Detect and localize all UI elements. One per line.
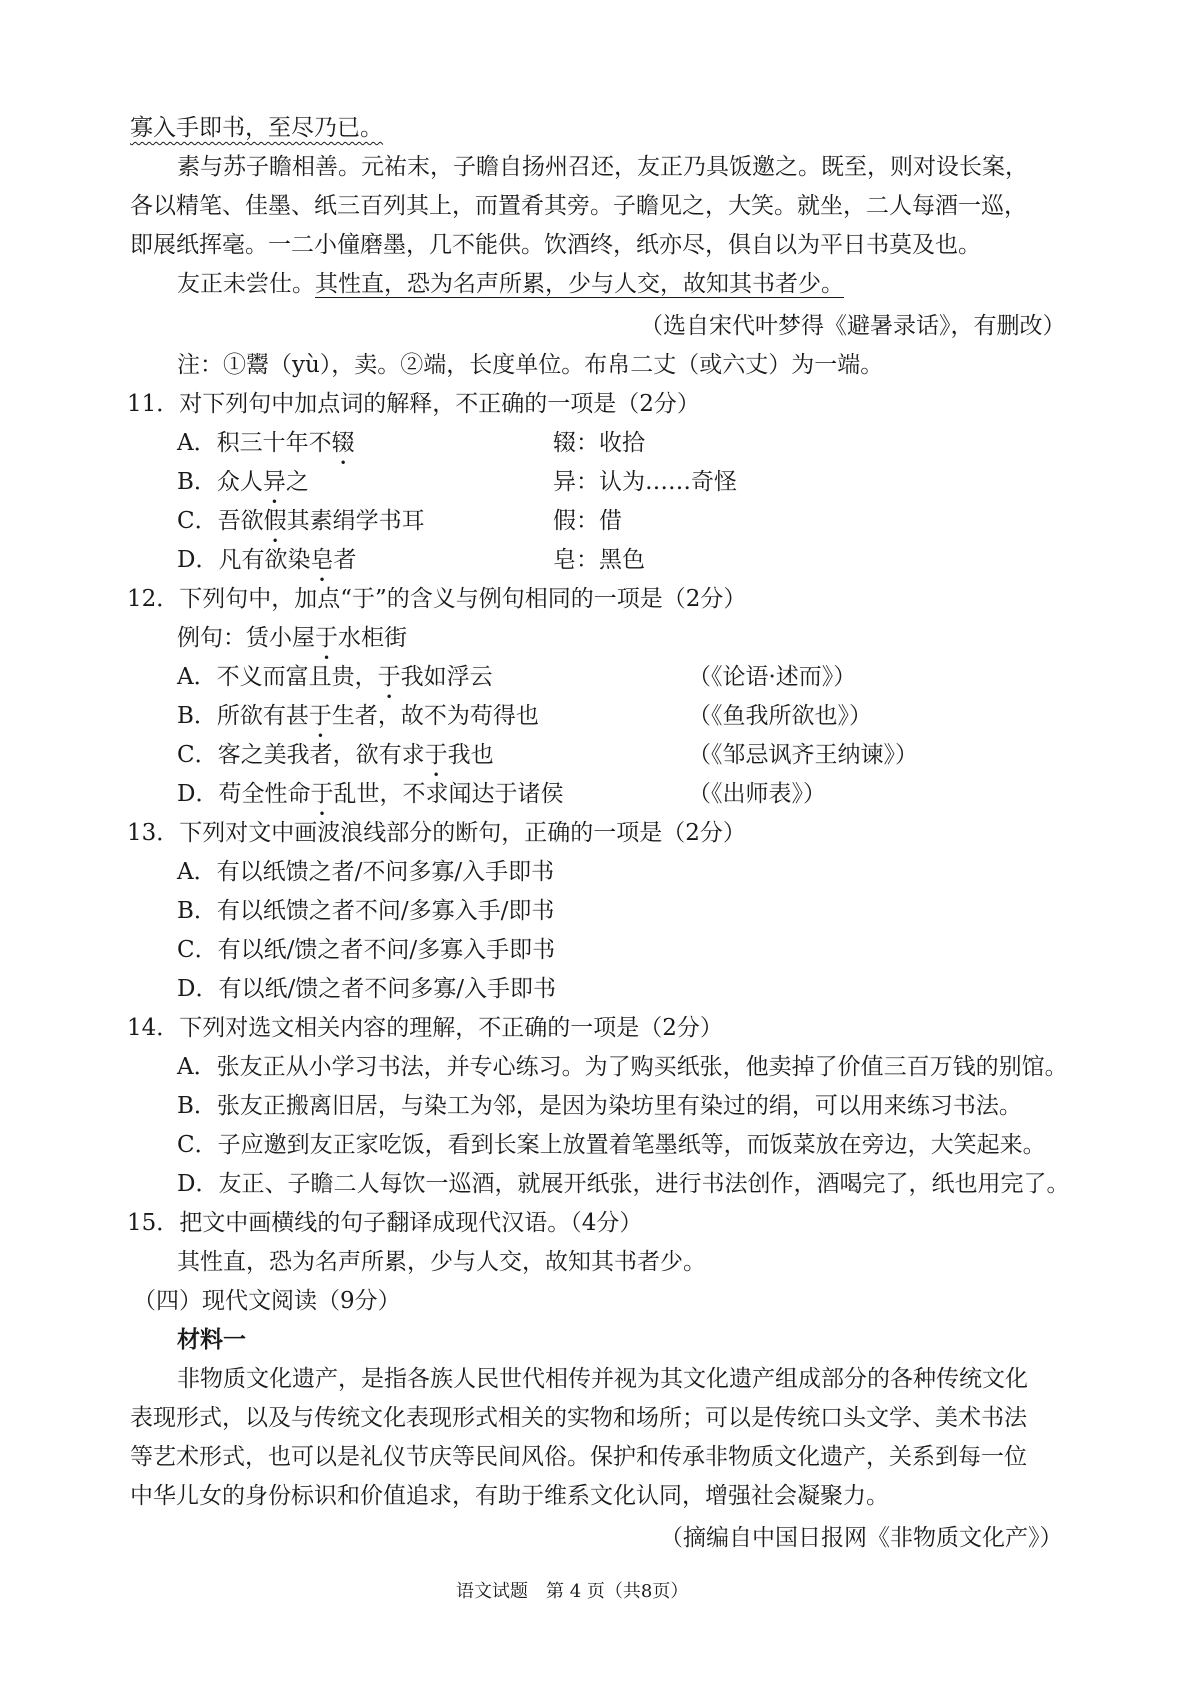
question-15-stem: 15．把文中画横线的句子翻译成现代汉语。（4分） — [127, 1210, 643, 1236]
question-14-option-a: A．张友正从小学习书法，并专心练习。为了购买纸张，他卖掉了价值三百万钱的别馆。 — [177, 1054, 1068, 1080]
option-text: 我也 — [447, 742, 494, 768]
dotted-word: 异 — [262, 469, 286, 495]
question-11-explain-a: 辍：收拾 — [553, 430, 645, 456]
dotted-word: 于 — [315, 625, 338, 651]
question-11-option-a — [177, 427, 355, 470]
passage-line: 即展纸挥毫。一二小僮磨墨，几不能供。饮酒终，纸亦尽，俱自以为平日书莫及也。 — [130, 232, 981, 258]
question-11-explain-c: 假：借 — [553, 508, 622, 534]
question-13-option-c: C．有以纸/馈之者不问/多寡入手即书 — [177, 937, 556, 963]
passage-text: 友正未尝仕。 — [177, 271, 315, 297]
question-14-option-d: D．友正、子瞻二人每饮一巡酒，就展开纸张，进行书法创作，酒喝完了，纸也用完了。 — [177, 1171, 1070, 1197]
question-11-option-d — [177, 544, 356, 587]
question-12-stem: 12．下列句中，加点“于”的含义与例句相同的一项是（2分） — [127, 586, 747, 612]
option-text: 我如浮云 — [400, 664, 493, 690]
question-11-explain-b: 异：认为……奇怪 — [553, 469, 737, 495]
passage-note: 注：①鬻（yù），卖。②端，长度单位。布帛二丈（或六丈）为一端。 — [177, 352, 884, 378]
material-title: 材料一 — [177, 1326, 246, 1353]
material-line: 中华儿女的身份标识和价值追求，有助于维系文化认同，增强社会凝聚力。 — [130, 1483, 889, 1509]
question-12-source-a: （《论语·述而》） — [688, 664, 857, 690]
section-4-title: （四）现代文阅读（9分） — [133, 1288, 401, 1314]
material-line: 等艺术形式，也可以是礼仪节庆等民间风俗。保护和传承非物质文化遗产，关系到每一位 — [130, 1444, 1027, 1470]
passage-source: （选自宋代叶梦得《避暑录话》，有删改） — [640, 313, 1066, 339]
question-12-source-b: （《鱼我所欲也》） — [688, 703, 872, 729]
option-text: B．所欲有甚 — [177, 703, 309, 729]
passage-line: 素与苏子瞻相善。元祐末，子瞻自扬州召还，友正乃具饭邀之。既至，则对设长案， — [177, 154, 1028, 180]
question-11-option-b — [177, 466, 309, 509]
passage-line — [177, 268, 844, 300]
dotted-word: 于 — [310, 781, 334, 807]
material-line: 非物质文化遗产，是指各族人民世代相传并视为其文化遗产组成部分的各种传统文化 — [177, 1366, 1028, 1392]
option-text: 其素绢学书耳 — [286, 508, 425, 534]
question-12-example — [177, 622, 407, 665]
page-footer: 语文试题 第 4 页（共8页） — [456, 1581, 689, 1602]
underlined-sentence: 其性直，恐为名声所累，少与人交，故知其书者少。 — [315, 271, 844, 297]
dotted-word: 于 — [308, 703, 332, 729]
dotted-word: 皂 — [310, 547, 334, 573]
option-text: C．吾欲 — [177, 508, 264, 534]
option-text: C．客之美我者，欲有求 — [177, 742, 425, 768]
question-12-option-a — [177, 661, 493, 704]
dotted-word: 于 — [377, 664, 401, 690]
question-13-option-b: B．有以纸馈之者不问/多寡入手/即书 — [177, 898, 555, 924]
question-11-explain-d: 皂：黑色 — [553, 547, 645, 573]
example-text: 例句：赁小屋 — [177, 625, 315, 651]
question-12-option-c — [177, 739, 494, 782]
dotted-word: 辍 — [331, 430, 355, 456]
question-15-sentence: 其性直，恐为名声所累，少与人交，故知其书者少。 — [177, 1249, 706, 1275]
material-line: 表现形式，以及与传统文化表现形式相关的实物和场所；可以是传统口头文学、美术书法 — [130, 1405, 1027, 1431]
option-text: 生者，故不为苟得也 — [331, 703, 539, 729]
question-12-source-d: （《出师表》） — [688, 781, 826, 807]
option-text: A．积三十年不 — [177, 430, 332, 456]
question-13-option-a: A．有以纸馈之者/不问多寡/入手即书 — [177, 859, 555, 885]
passage-line: 各以精笔、佳墨、纸三百列其上，而置肴其旁。子瞻见之，大笑。就坐，二人每酒一巡， — [130, 193, 1027, 219]
question-11-option-c — [177, 505, 425, 548]
option-text: D．凡有欲染 — [177, 547, 311, 573]
question-12-option-d — [177, 778, 563, 821]
option-text: 者 — [333, 547, 357, 573]
question-14-option-b: B．张友正搬离旧居，与染工为邻，是因为染坊里有染过的绢，可以用来练习书法。 — [177, 1093, 1022, 1119]
example-text: 水柜街 — [338, 625, 407, 651]
question-13-stem: 13．下列对文中画波浪线部分的断句，正确的一项是（2分） — [127, 820, 746, 846]
option-text: 之 — [285, 469, 309, 495]
question-11-stem: 11．对下列句中加点词的解释，不正确的一项是（2分） — [127, 391, 700, 417]
option-text: B．众人 — [177, 469, 263, 495]
question-12-source-c: （《邹忌讽齐王纳谏》） — [688, 742, 918, 768]
question-13-option-d: D．有以纸/馈之者不问多寡/入手即书 — [177, 976, 556, 1002]
option-text: D．苟全性命 — [177, 781, 311, 807]
question-12-option-b — [177, 700, 539, 743]
material-source: （摘编自中国日报网《非物质文化产》） — [660, 1525, 1063, 1551]
question-14-option-c: C．子应邀到友正家吃饭，看到长案上放置着笔墨纸等，而饭菜放在旁边，大笑起来。 — [177, 1132, 1046, 1158]
option-text: A．不义而富且贵， — [177, 664, 378, 690]
passage-wavy-line: 寡入手即书，至尽乃已。 — [130, 115, 383, 141]
option-text: 乱世，不求闻达于诸侯 — [333, 781, 564, 807]
dotted-word: 于 — [424, 742, 448, 768]
dotted-word: 假 — [263, 508, 287, 534]
question-14-stem: 14．下列对选文相关内容的理解，不正确的一项是（2分） — [127, 1015, 723, 1041]
